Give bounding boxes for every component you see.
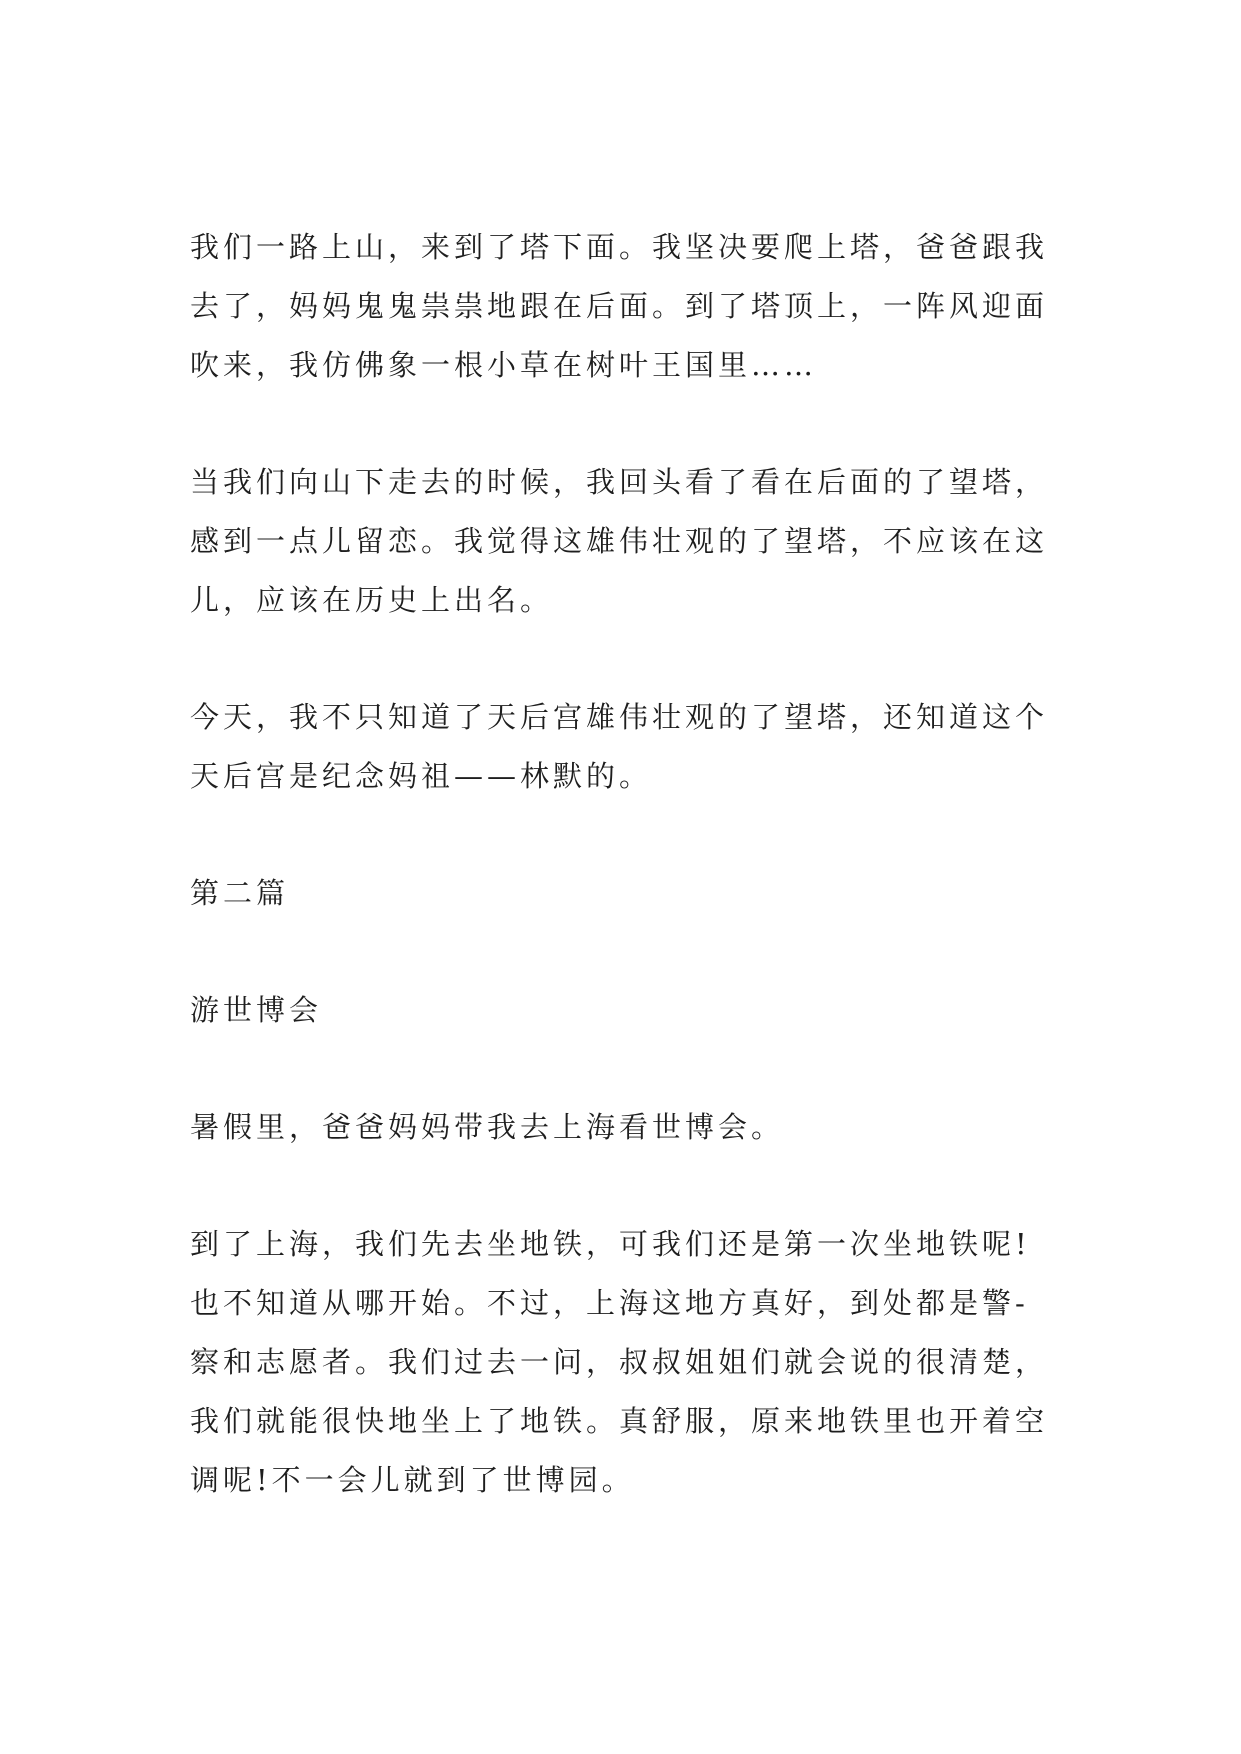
text-line: 暑假里，爸爸妈妈带我去上海看世博会。 (190, 1110, 785, 1144)
text-line: 感到一点儿留恋。我觉得这雄伟壮观的了望塔，不应该在这 (190, 524, 1049, 558)
text-line: 天后宫是纪念妈祖——林默的。 (190, 759, 653, 793)
paragraph-subway (190, 1215, 1070, 1510)
section-label: 第二篇 (190, 876, 290, 910)
paragraph-walking-down (190, 453, 1070, 630)
paragraph-conclusion (190, 688, 1070, 806)
text-line: 察和志愿者。我们过去一问，叔叔姐姐们就会说的很清楚， (190, 1345, 1049, 1379)
text-line: 我们一路上山，来到了塔下面。我坚决要爬上塔，爸爸跟我 (190, 230, 1049, 264)
paragraph-summer-trip (190, 1098, 1070, 1157)
text-line: 到了上海，我们先去坐地铁，可我们还是第一次坐地铁呢! (190, 1227, 1031, 1261)
text-line: 我们就能很快地坐上了地铁。真舒服，原来地铁里也开着空 (190, 1404, 1049, 1438)
paragraph-tower-climb (190, 218, 1070, 395)
text-line: 也不知道从哪开始。不过，上海这地方真好，到处都是警- (190, 1286, 1029, 1320)
text-line: 调呢!不一会儿就到了世博园。 (190, 1463, 635, 1497)
essay-title: 游世博会 (190, 993, 323, 1027)
text-line: 吹来，我仿佛象一根小草在树叶王国里…… (190, 348, 818, 382)
text-line: 去了，妈妈鬼鬼祟祟地跟在后面。到了塔顶上，一阵风迎面 (190, 289, 1049, 323)
text-line: 当我们向山下走去的时候，我回头看了看在后面的了望塔， (190, 465, 1049, 499)
text-line: 今天，我不只知道了天后宫雄伟壮观的了望塔，还知道这个 (190, 700, 1049, 734)
text-line: 儿，应该在历史上出名。 (190, 583, 554, 617)
document-body (190, 218, 1070, 1568)
